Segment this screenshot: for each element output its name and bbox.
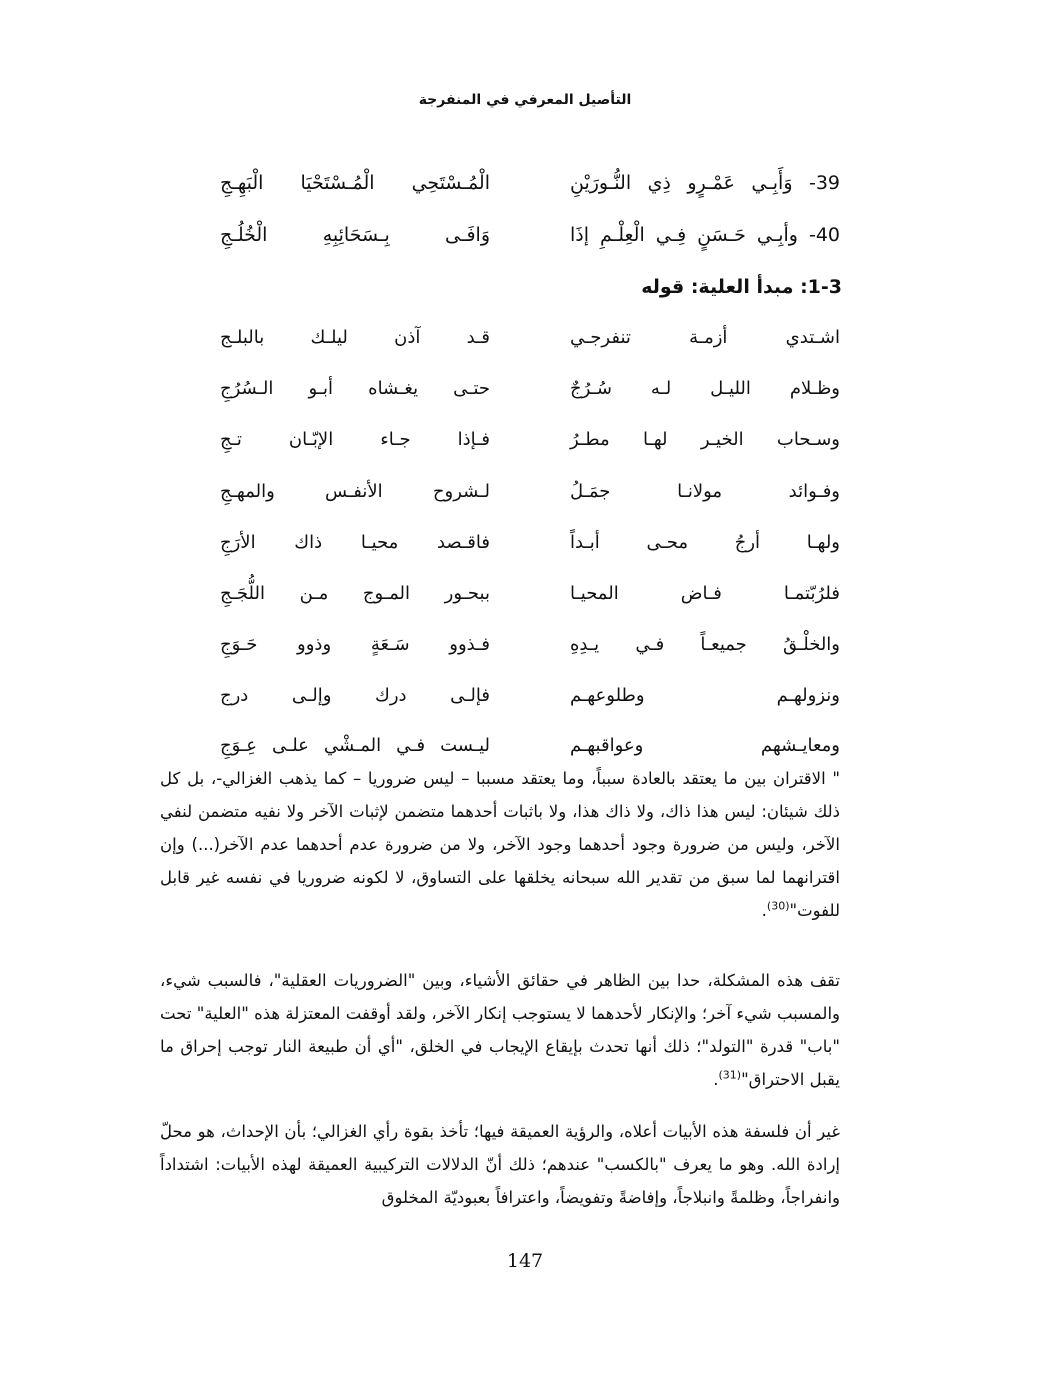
verse-line — [220, 224, 840, 264]
body-paragraph — [160, 762, 840, 927]
verse-second-hemistich: لـشروح الأنفـس والمهـجِ — [220, 481, 490, 502]
verse-line — [220, 172, 840, 212]
paragraph-text: تقف هذه المشكلة، حدا بين الظاهر في حقائق الأشياء، وبين "الضروريات العقلية"، فالسبب شيء، والمسبب شيء آخر؛ والإنكار لأحدهما لا يستوجب إنكار الآخر، ولقد أوقفت المعتزلة هذه "العلية" تحت "باب" قدرة "التولد"؛ ذلك أنها تحدث بإيقاع الإيجاب في الخلق، "أي أن طبيعة النار توجب إحراق ما يقبل الاحتراق" — [160, 971, 840, 1089]
footnote-ref: (31) — [718, 1068, 742, 1082]
verse-first-hemistich: وظـلام الليـل لـه سُـرُجٌ — [570, 378, 840, 399]
verse-first-hemistich: والخلْـقُ جميعـاً فـي يـدِهِ — [570, 634, 840, 655]
verse-second-hemistich: فاقـصد محيـا ذاك الأرَجِ — [220, 532, 490, 553]
verse-line — [220, 327, 840, 367]
verse-line — [220, 532, 840, 572]
verse-line — [220, 583, 840, 623]
verse-line — [220, 378, 840, 418]
running-header: التأصيل المعرفي في المنفرجة — [418, 92, 632, 108]
paragraph-end: . — [761, 901, 767, 920]
verse-second-hemistich: فـذوو سَـعَةٍ وذوو حَـوَجِ — [220, 634, 490, 655]
verse-second-hemistich: فإلـى درك وإلـى درج — [220, 685, 490, 706]
paragraph-text: غير أن فلسفة هذه الأبيات أعلاه، والرؤية العميقة فيها؛ تأخذ بقوة رأي الغزالي؛ بأن الإحداث، هو محلّ إرادة الله. وهو ما يعرف "بالكسب" عندهم؛ ذلك أنّ الدلالات التركيبية العميقة لهذه الأبيات: اشتداداً وانفراجاً، وظلمةً وانبلاجاً، وإفاضةً وتفويضاً، واعترافاً بعبوديّة المخلوق — [160, 1122, 840, 1207]
verse-second-hemistich: قـد آذن ليلـك بالبلـج — [220, 327, 490, 348]
verse-first-hemistich: فلرُبّتمـا فـاض المحيـا — [570, 583, 840, 604]
footnote-ref: (30) — [766, 899, 790, 913]
page-number: 147 — [506, 1250, 544, 1272]
verse-line — [220, 685, 840, 725]
verse-first-hemistich: وفـوائد مولانـا جمَـلُ — [570, 481, 840, 502]
verse-first-hemistich: ونزولهـم وطلوعهـم — [570, 685, 840, 706]
verse-second-hemistich: وَافَـى بِـسَحَائِبِهِ الْخُلُـجِ — [220, 224, 490, 246]
verse-first-hemistich: ومعايـشهم وعواقبهـم — [570, 735, 840, 756]
verse-second-hemistich: فـإذا جـاء الإبّـان تـجِ — [220, 429, 490, 450]
verse-second-hemistich: الْمُـسْتَحِي الْمُـسْتَحْيَا الْبَهِـجِ — [220, 172, 490, 194]
verse-second-hemistich: ليـست فـي المـشْي علـى عِـوَجِ — [220, 735, 490, 756]
verse-line — [220, 481, 840, 521]
paragraph-end: . — [713, 1070, 719, 1089]
verse-first-hemistich: ولهـا أرجُ محـى أبـداً — [570, 532, 840, 553]
verse-first-hemistich: اشـتدي أزمـة تنفرجـي — [570, 327, 840, 348]
verse-second-hemistich: ببحـور المـوج مـن اللُّجَـجِ — [220, 583, 490, 604]
verse-line — [220, 429, 840, 469]
verse-first-hemistich: 39- وَأَبِـي عَمْـرٍو ذِي النُّـورَيْنِ — [570, 172, 840, 194]
verse-first-hemistich: 40- وأبِـي حَـسَنٍ فِـي الْعِلْـمِ إذَا — [570, 224, 840, 246]
section-heading: 1-3: مبدأ العلية: قوله — [641, 276, 842, 298]
verse-second-hemistich: حتـى يغـشاه أبـو الـسُرُجِ — [220, 378, 490, 399]
verse-line — [220, 634, 840, 674]
verse-first-hemistich: وسـحاب الخيـر لهـا مطـرُ — [570, 429, 840, 450]
body-paragraph — [160, 1115, 840, 1214]
paragraph-text: " الاقتران بين ما يعتقد بالعادة سبباً، وما يعتقد مسببا – ليس ضروريا – كما يذهب الغزالي-، بل كل ذلك شيئان: ليس هذا ذاك، ولا ذاك هذا، ولا باثبات أحدهما متضمن لإثبات الآخر ولا نفيه متضمن لنفي الآخر، وليس من ضرورة وجود أحدهما وجود الآخر، ولا من ضرورة عدم أحدهما عدم الآخر(...) وإن اقترانهما لما سبق من تقدير الله سبحانه يخلقها على التساوق، لا لكونه ضروريا في نفسه غير قابل للفوت" — [160, 769, 840, 920]
body-paragraph — [160, 964, 840, 1096]
